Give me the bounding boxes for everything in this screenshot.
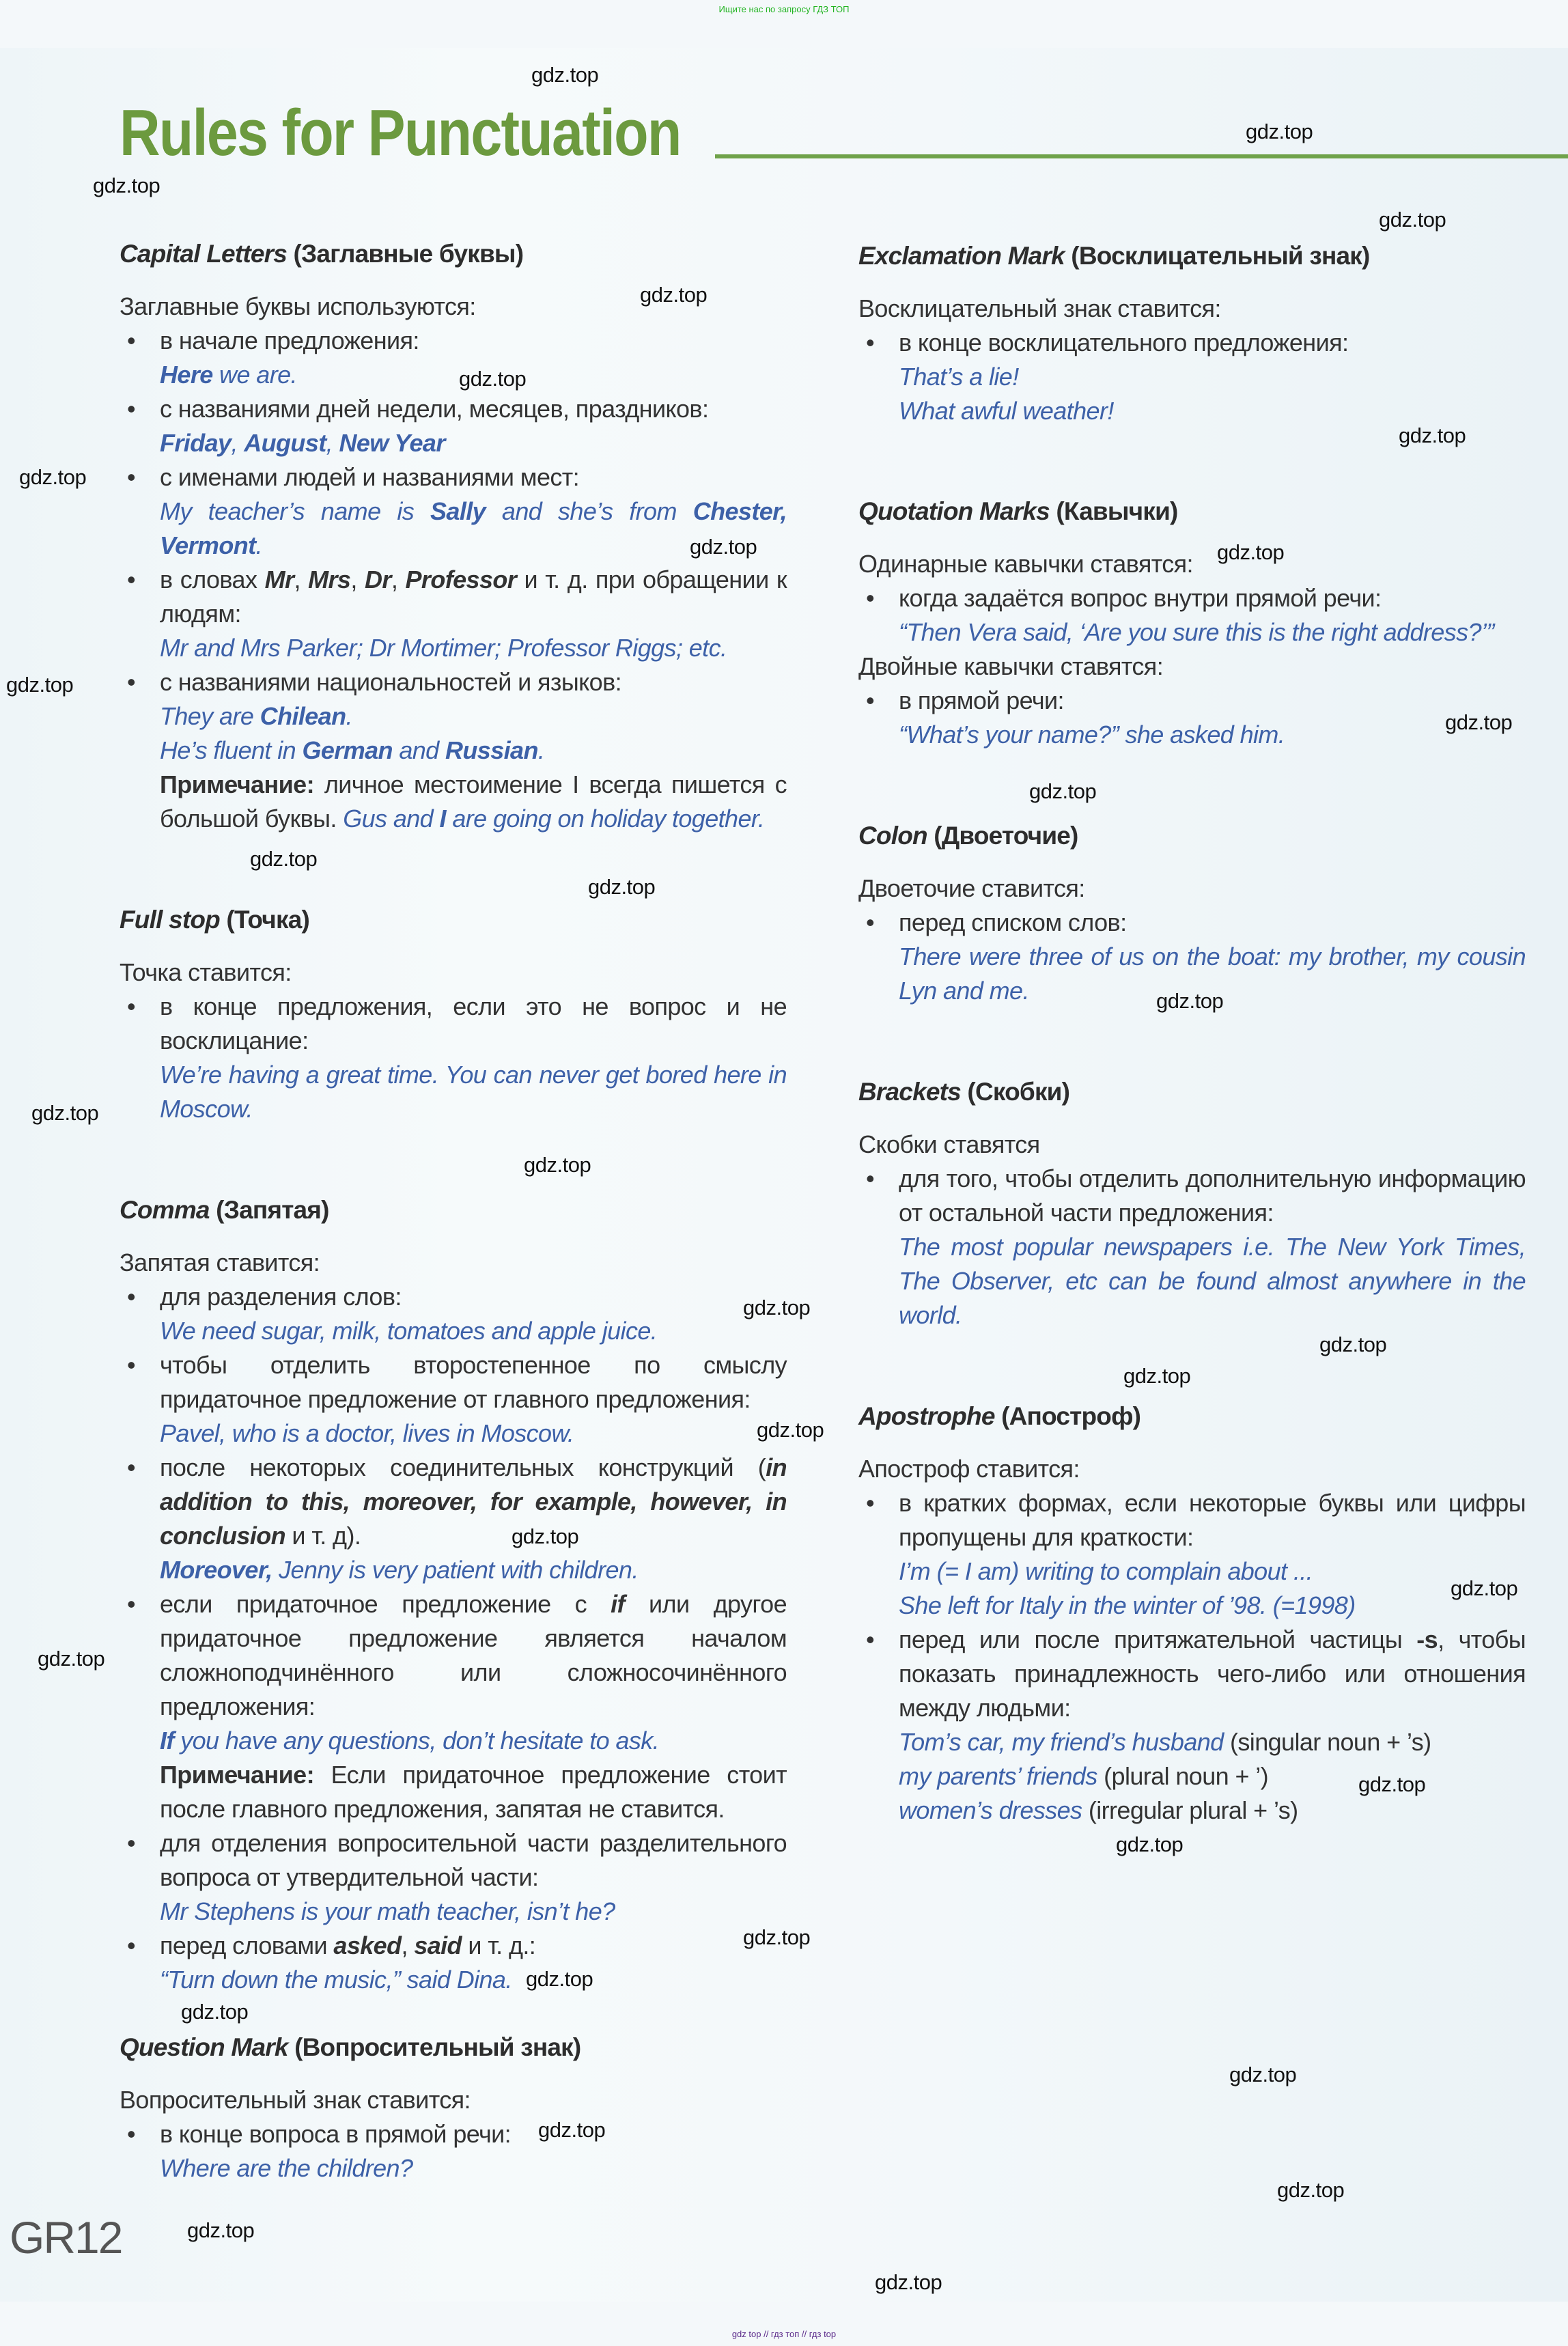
text-run: и т. д.: bbox=[461, 1931, 536, 1959]
page-number: GR12 bbox=[10, 2212, 122, 2263]
text-run: There were three of us on the boat: my brother, my cousin Lyn and me. bbox=[899, 942, 1526, 1005]
text-run: in addition to this, moreover, for example, however, in conclusion bbox=[160, 1453, 787, 1550]
bullet-icon: • bbox=[866, 584, 875, 612]
text-run: Точка ставится: bbox=[120, 958, 292, 986]
bullet-icon: • bbox=[866, 686, 875, 714]
text-run: (irregular plural + ’s) bbox=[1082, 1796, 1298, 1824]
text-run: , bbox=[350, 565, 365, 594]
bullet-icon: • bbox=[866, 908, 875, 936]
watermark-text: gdz.top bbox=[1217, 540, 1285, 564]
text-run: women’s dresses bbox=[899, 1796, 1082, 1824]
example-text bbox=[858, 718, 1526, 752]
example-text bbox=[120, 1058, 787, 1126]
text-run: в кратких формах, если некоторые буквы или цифры пропущены для краткости: bbox=[899, 1489, 1526, 1551]
example-text bbox=[858, 1554, 1526, 1589]
bullet-icon: • bbox=[127, 565, 136, 594]
bullet-item bbox=[120, 392, 787, 426]
text-run: Moreover, bbox=[160, 1556, 272, 1584]
text-run: Chilean bbox=[260, 702, 346, 730]
text-run: с названиями национальностей и языков: bbox=[160, 668, 622, 696]
text-run: we are. bbox=[212, 361, 297, 389]
heading-russian: (Точка) bbox=[219, 906, 310, 934]
watermark-text: gdz.top bbox=[743, 1296, 811, 1319]
section-heading bbox=[858, 494, 1528, 529]
section-comma bbox=[120, 1193, 789, 1997]
watermark-text: gdz.top bbox=[1277, 2178, 1345, 2202]
text-run: She left for Italy in the winter of ’98. (=1998) bbox=[899, 1591, 1356, 1619]
text-run: Tom’s car, my friend’s husband bbox=[899, 1728, 1224, 1756]
section-heading bbox=[858, 1399, 1528, 1434]
example-text bbox=[120, 358, 787, 392]
text-run: личное местоимение I всегда пишется с большой буквы. bbox=[160, 770, 787, 833]
bullet-icon: • bbox=[127, 326, 136, 354]
watermark-text: gdz.top bbox=[524, 1153, 591, 1177]
section-heading bbox=[858, 819, 1528, 853]
text-run: “What’s your name?” she asked him. bbox=[899, 721, 1285, 749]
heading-english: Quotation Marks bbox=[858, 497, 1050, 525]
heading-english: Capital Letters bbox=[120, 240, 288, 268]
text-run: перед списком слов: bbox=[899, 908, 1127, 936]
text-run: и т. д. при обращении к людям: bbox=[160, 565, 787, 628]
text-run: , bbox=[391, 565, 406, 594]
text-run: We need sugar, milk, tomatoes and apple juice. bbox=[160, 1317, 658, 1345]
text-run: для отделения вопросительной части разделительного вопроса от утвердительной части: bbox=[160, 1829, 787, 1891]
watermark-text: gdz.top bbox=[743, 1925, 811, 1949]
bullet-icon: • bbox=[127, 1351, 136, 1379]
bullet-icon: • bbox=[127, 1829, 136, 1857]
bullet-icon: • bbox=[866, 1625, 875, 1653]
bullet-icon: • bbox=[127, 1453, 136, 1481]
section-intro bbox=[858, 292, 1528, 326]
bullet-item bbox=[858, 581, 1526, 615]
text-run: в конце восклицательного предложения: bbox=[899, 329, 1349, 357]
text-run: if bbox=[611, 1590, 625, 1618]
text-run: Gus and bbox=[343, 805, 440, 833]
bullet-icon: • bbox=[127, 668, 136, 696]
text-run: We’re having a great time. You can never get bored here in Moscow. bbox=[160, 1061, 787, 1123]
heading-russian: (Восклицательный знак) bbox=[1064, 242, 1370, 270]
heading-russian: (Скобки) bbox=[960, 1078, 1070, 1106]
text-run: Russian bbox=[445, 736, 538, 764]
example-text bbox=[120, 631, 787, 665]
section-intro bbox=[858, 1452, 1528, 1486]
text-run: Заглавные буквы используются: bbox=[120, 292, 476, 320]
example-text bbox=[120, 1416, 787, 1451]
watermark-text: gdz.top bbox=[6, 673, 74, 697]
text-run: когда задаётся вопрос внутри прямой речи: bbox=[899, 584, 1382, 612]
watermark-text: gdz.top bbox=[1358, 1772, 1426, 1796]
heading-russian: (Заглавные буквы) bbox=[287, 240, 524, 268]
text-run: The most popular newspapers i.e. The New York Times, The Observer, etc can be found almost anywhere in the world. bbox=[899, 1233, 1526, 1329]
bullet-item bbox=[858, 1623, 1526, 1725]
example-text bbox=[120, 494, 787, 563]
text-run: и т. д). bbox=[285, 1522, 361, 1550]
section-heading bbox=[858, 1075, 1528, 1109]
text-run: Mr Stephens is your math teacher, isn’t he? bbox=[160, 1897, 615, 1925]
bullet-icon: • bbox=[127, 992, 136, 1020]
bullet-icon: • bbox=[127, 1283, 136, 1311]
text-run: Вопросительный знак ставится: bbox=[120, 2086, 471, 2114]
text-run: перед словами bbox=[160, 1931, 334, 1959]
section-heading bbox=[120, 237, 789, 271]
bullet-item bbox=[858, 1162, 1526, 1230]
top-banner: Ищите нас по запросу ГДЗ ТОП bbox=[718, 4, 850, 14]
title-rule bbox=[715, 154, 1568, 158]
section-question-mark bbox=[120, 2030, 789, 2186]
section-exclamation-mark bbox=[858, 239, 1528, 428]
watermark-text: gdz.top bbox=[1123, 1364, 1191, 1388]
text-run: and bbox=[392, 736, 446, 764]
heading-russian: (Запятая) bbox=[209, 1196, 329, 1224]
text-run: в конце предложения, если это не вопрос и не восклицание: bbox=[160, 992, 787, 1055]
bullet-icon: • bbox=[127, 2120, 136, 2148]
text-run: “Turn down the music,” said Dina. bbox=[160, 1966, 512, 1994]
section-colon bbox=[858, 819, 1528, 1008]
text-run: Dr bbox=[365, 565, 391, 594]
text-run: с названиями дней недели, месяцев, праздников: bbox=[160, 395, 709, 423]
text-run: Mrs bbox=[308, 565, 351, 594]
text-run: If bbox=[160, 1727, 174, 1755]
text-run: Скобки ставятся bbox=[858, 1130, 1040, 1158]
bullet-item bbox=[120, 324, 787, 358]
watermark-text: gdz.top bbox=[459, 367, 527, 391]
example-text bbox=[120, 2151, 787, 2186]
example-text bbox=[858, 1725, 1526, 1759]
bullet-icon: • bbox=[127, 1931, 136, 1959]
watermark-text: gdz.top bbox=[1156, 989, 1224, 1013]
text-run: German bbox=[302, 736, 393, 764]
text-run: I bbox=[439, 805, 446, 833]
bullet-item bbox=[120, 665, 787, 699]
text-run: перед или после притяжательной частицы bbox=[899, 1625, 1417, 1653]
bullet-icon: • bbox=[866, 1489, 875, 1517]
heading-russian: (Апостроф) bbox=[994, 1402, 1141, 1430]
section-heading bbox=[120, 1193, 789, 1227]
text-run: если придаточное предложение с bbox=[160, 1590, 611, 1618]
watermark-text: gdz.top bbox=[187, 2218, 255, 2242]
text-run: He’s fluent in bbox=[160, 736, 303, 764]
section-apostrophe bbox=[858, 1399, 1528, 1828]
text-run: my parents’ friends bbox=[899, 1762, 1097, 1790]
watermark-text: gdz.top bbox=[1451, 1576, 1518, 1600]
bullet-item bbox=[120, 1587, 787, 1724]
bullet-item bbox=[120, 990, 787, 1058]
example-text bbox=[858, 1759, 1526, 1793]
text-run: в прямой речи: bbox=[899, 686, 1064, 714]
section-intro bbox=[120, 2083, 789, 2117]
bullet-item bbox=[120, 460, 787, 494]
text-run: and she’s from bbox=[486, 497, 693, 525]
text-run: , bbox=[326, 429, 339, 457]
bullet-icon: • bbox=[866, 1164, 875, 1192]
text-run: , bbox=[294, 565, 309, 594]
watermark-text: gdz.top bbox=[526, 1967, 593, 1991]
heading-russian: (Кавычки) bbox=[1049, 497, 1178, 525]
watermark-text: gdz.top bbox=[640, 283, 708, 307]
text-run: или другое придаточное предложение является началом сложноподчинённого или сложносочинённого предложения: bbox=[160, 1590, 787, 1720]
watermark-text: gdz.top bbox=[512, 1524, 579, 1548]
watermark-text: gdz.top bbox=[1229, 2063, 1297, 2086]
bullet-item bbox=[120, 1280, 787, 1314]
watermark-text: gdz.top bbox=[1379, 208, 1446, 232]
section-intro bbox=[858, 1128, 1528, 1162]
text-run: Professor bbox=[405, 565, 517, 594]
bullet-item bbox=[120, 563, 787, 631]
section-intro bbox=[120, 955, 789, 990]
heading-english: Exclamation Mark bbox=[858, 242, 1065, 270]
text-run: Jenny is very patient with children. bbox=[272, 1556, 639, 1584]
text-run: , чтобы показать принадлежность чего-либо или отношения между людьми: bbox=[899, 1625, 1526, 1722]
watermark-text: gdz.top bbox=[31, 1101, 99, 1125]
bullet-icon: • bbox=[127, 463, 136, 491]
text-run: Одинарные кавычки ставятся: bbox=[858, 550, 1193, 578]
text-run: , bbox=[231, 429, 244, 457]
watermark-text: gdz.top bbox=[250, 847, 318, 871]
text-run: чтобы отделить второстепенное по смыслу придаточное предложение от главного предложения: bbox=[160, 1351, 787, 1413]
watermark-text: gdz.top bbox=[588, 875, 656, 899]
text-run: said bbox=[414, 1931, 462, 1959]
text-run: asked bbox=[333, 1931, 402, 1959]
text-run: What awful weather! bbox=[899, 397, 1114, 425]
section-intro bbox=[120, 1246, 789, 1280]
heading-english: Colon bbox=[858, 822, 927, 850]
bullet-item bbox=[120, 1826, 787, 1895]
section-heading bbox=[120, 2030, 789, 2065]
text-run: после некоторых соединительных конструкций ( bbox=[160, 1453, 766, 1481]
note-text bbox=[120, 1758, 787, 1826]
heading-english: Apostrophe bbox=[858, 1402, 995, 1430]
text-run: Mr bbox=[264, 565, 294, 594]
example-text bbox=[858, 360, 1526, 394]
watermark-text: gdz.top bbox=[1029, 779, 1097, 803]
section-full-stop bbox=[120, 903, 789, 1126]
bullet-item bbox=[120, 1451, 787, 1553]
watermark-text: gdz.top bbox=[531, 63, 599, 87]
note-text bbox=[120, 768, 787, 836]
text-run: в начале предложения: bbox=[160, 326, 419, 354]
bullet-icon: • bbox=[127, 395, 136, 423]
watermark-text: gdz.top bbox=[690, 535, 757, 559]
text-run: , bbox=[401, 1931, 415, 1959]
bullet-item bbox=[120, 1348, 787, 1416]
watermark-text: gdz.top bbox=[1116, 1832, 1184, 1856]
text-run: (plural noun + ’) bbox=[1097, 1762, 1269, 1790]
bullet-item bbox=[858, 1486, 1526, 1554]
text-run: Friday bbox=[160, 429, 232, 457]
bullet-item bbox=[858, 326, 1526, 360]
heading-english: Comma bbox=[120, 1196, 210, 1224]
text-run: I’m (= I am) writing to complain about ... bbox=[899, 1557, 1313, 1585]
text-run: Если придаточное предложение стоит после главного предложения, запятая не ставится. bbox=[160, 1761, 787, 1823]
text-run: -s bbox=[1416, 1625, 1438, 1653]
watermark-text: gdz.top bbox=[38, 1647, 105, 1671]
example-text bbox=[120, 1553, 787, 1587]
text-run: Pavel, who is a doctor, lives in Moscow. bbox=[160, 1419, 574, 1447]
text-run: для того, чтобы отделить дополнительную информацию от остальной части предложения: bbox=[899, 1164, 1526, 1227]
watermark-text: gdz.top bbox=[181, 2000, 249, 2024]
text-run: Двоеточие ставится: bbox=[858, 874, 1085, 902]
bullet-item bbox=[858, 684, 1526, 718]
text-run: They are bbox=[160, 702, 260, 730]
heading-russian: (Двоеточие) bbox=[927, 822, 1078, 850]
watermark-text: gdz.top bbox=[875, 2270, 942, 2294]
section-quotation-marks bbox=[858, 494, 1528, 752]
text-run: . bbox=[255, 531, 262, 559]
watermark-text: gdz.top bbox=[757, 1418, 824, 1442]
section-heading bbox=[120, 903, 789, 937]
text-run: August bbox=[244, 429, 326, 457]
text-run: Where are the children? bbox=[160, 2154, 413, 2182]
text-run: Апостроф ставится: bbox=[858, 1455, 1080, 1483]
text-run: Here bbox=[160, 361, 213, 389]
section-intro bbox=[858, 871, 1528, 906]
text-run: (singular noun + ’s) bbox=[1223, 1728, 1431, 1756]
text-run: Примечание: bbox=[160, 1761, 314, 1789]
bullet-item bbox=[120, 1929, 787, 1963]
text-run: New Year bbox=[339, 429, 445, 457]
text-run: Mr and Mrs Parker; Dr Mortimer; Professor Riggs; etc. bbox=[160, 634, 727, 662]
example-text bbox=[120, 1724, 787, 1758]
text-run: Двойные кавычки ставятся: bbox=[858, 652, 1164, 680]
text-run: в конце вопроса в прямой речи: bbox=[160, 2120, 512, 2148]
page-title: Rules for Punctuation bbox=[120, 96, 681, 169]
text-run: для разделения слов: bbox=[160, 1283, 402, 1311]
heading-russian: (Вопросительный знак) bbox=[288, 2033, 581, 2061]
example-text bbox=[120, 1314, 787, 1348]
text-run: Восклицательный знак ставится: bbox=[858, 294, 1221, 322]
heading-english: Question Mark bbox=[120, 2033, 288, 2061]
text-run: are going on holiday together. bbox=[445, 805, 765, 833]
text-run: My teacher’s name is bbox=[160, 497, 430, 525]
watermark-text: gdz.top bbox=[1246, 120, 1313, 143]
example-text bbox=[120, 426, 787, 460]
text-run: Sally bbox=[430, 497, 486, 525]
section-capital-letters bbox=[120, 237, 789, 836]
watermark-text: gdz.top bbox=[1445, 710, 1513, 734]
text-run: с именами людей и названиями мест: bbox=[160, 463, 580, 491]
section-intro bbox=[858, 547, 1528, 581]
heading-english: Full stop bbox=[120, 906, 220, 934]
bullet-item bbox=[120, 2117, 787, 2151]
example-text bbox=[120, 1963, 787, 1997]
section-heading bbox=[858, 239, 1528, 273]
watermark-text: gdz.top bbox=[19, 465, 87, 489]
bullet-icon: • bbox=[127, 1590, 136, 1618]
example-text bbox=[120, 699, 787, 734]
heading-english: Brackets bbox=[858, 1078, 961, 1106]
text-run: you have any questions, don’t hesitate to ask. bbox=[173, 1727, 660, 1755]
text-run: That’s a lie! bbox=[899, 363, 1019, 391]
example-text bbox=[858, 615, 1526, 650]
bullet-icon: • bbox=[866, 329, 875, 357]
example-text bbox=[858, 1793, 1526, 1828]
text-run: . bbox=[346, 702, 352, 730]
text-run: Chester, Vermont bbox=[160, 497, 787, 559]
watermark-text: gdz.top bbox=[1399, 423, 1466, 447]
text-run: Запятая ставится: bbox=[120, 1248, 320, 1276]
watermark-text: gdz.top bbox=[538, 2118, 606, 2142]
text-run: в словах bbox=[160, 565, 265, 594]
section-intro bbox=[858, 650, 1528, 684]
text-run: . bbox=[537, 736, 545, 764]
example-text bbox=[120, 734, 787, 768]
example-text bbox=[858, 1589, 1526, 1623]
text-run: Примечание: bbox=[160, 770, 314, 798]
example-text bbox=[120, 1895, 787, 1929]
text-run: “Then Vera said, ‘Are you sure this is the right address?’” bbox=[899, 618, 1494, 646]
bullet-item bbox=[858, 906, 1526, 940]
watermark-text: gdz.top bbox=[1319, 1332, 1387, 1356]
watermark-text: gdz.top bbox=[93, 173, 160, 197]
bottom-banner: gdz top // гдз топ // гдз top bbox=[731, 2329, 837, 2339]
section-brackets bbox=[858, 1075, 1528, 1332]
example-text bbox=[858, 1230, 1526, 1332]
